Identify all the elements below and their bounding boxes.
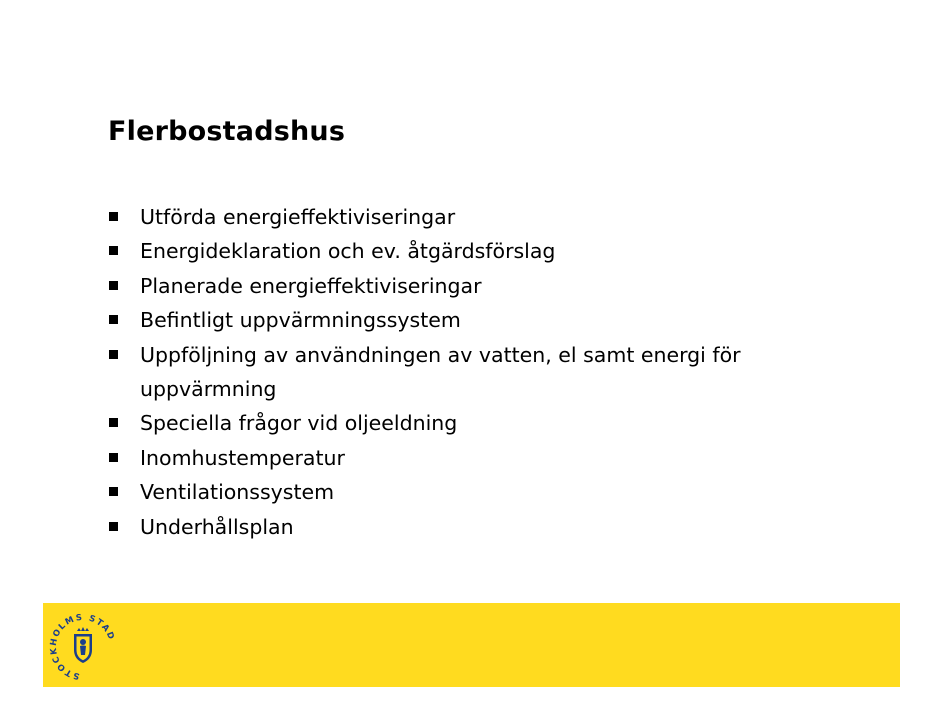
bullet-text: Energideklaration och ev. åtgärdsförslag [140, 239, 556, 264]
bullet-item [108, 303, 808, 337]
square-bullet-icon [109, 487, 118, 496]
bullet-item [108, 269, 808, 303]
bullet-text: Utförda energieffektiviseringar [140, 205, 456, 229]
footer-band [43, 603, 900, 687]
logo-text: STOCKHOLMS STAD [48, 612, 117, 681]
bullet-item [108, 338, 808, 407]
bullet-text: Underhållsplan [140, 514, 294, 539]
stockholm-stad-seal-icon [48, 612, 118, 682]
slide-title: Flerbostadshus [108, 116, 346, 147]
bullet-text: Inomhustemperatur [140, 445, 345, 470]
square-bullet-icon [109, 418, 118, 427]
bullet-text: Befintligt uppvärmningssystem [140, 308, 461, 333]
square-bullet-icon [109, 350, 118, 359]
square-bullet-icon [109, 522, 118, 531]
square-bullet-icon [109, 315, 118, 324]
bullet-text: Uppföljning av användningen av vatten, el samt energi för uppvärmning [140, 342, 741, 402]
bullet-item [108, 441, 808, 475]
square-bullet-icon [109, 281, 118, 290]
bullet-item [108, 234, 808, 268]
bullet-item [108, 406, 808, 440]
square-bullet-icon [109, 453, 118, 462]
square-bullet-icon [109, 212, 118, 221]
square-bullet-icon [109, 246, 118, 255]
bullet-text: Ventilationssystem [140, 480, 335, 505]
bullet-text: Speciella frågor vid oljeeldning [140, 411, 458, 436]
bullet-text: Planerade energieffektiviseringar [140, 273, 482, 298]
bullet-item [108, 475, 808, 509]
bullet-item [108, 200, 808, 234]
bullet-item [108, 510, 808, 544]
bullet-list [108, 200, 808, 544]
